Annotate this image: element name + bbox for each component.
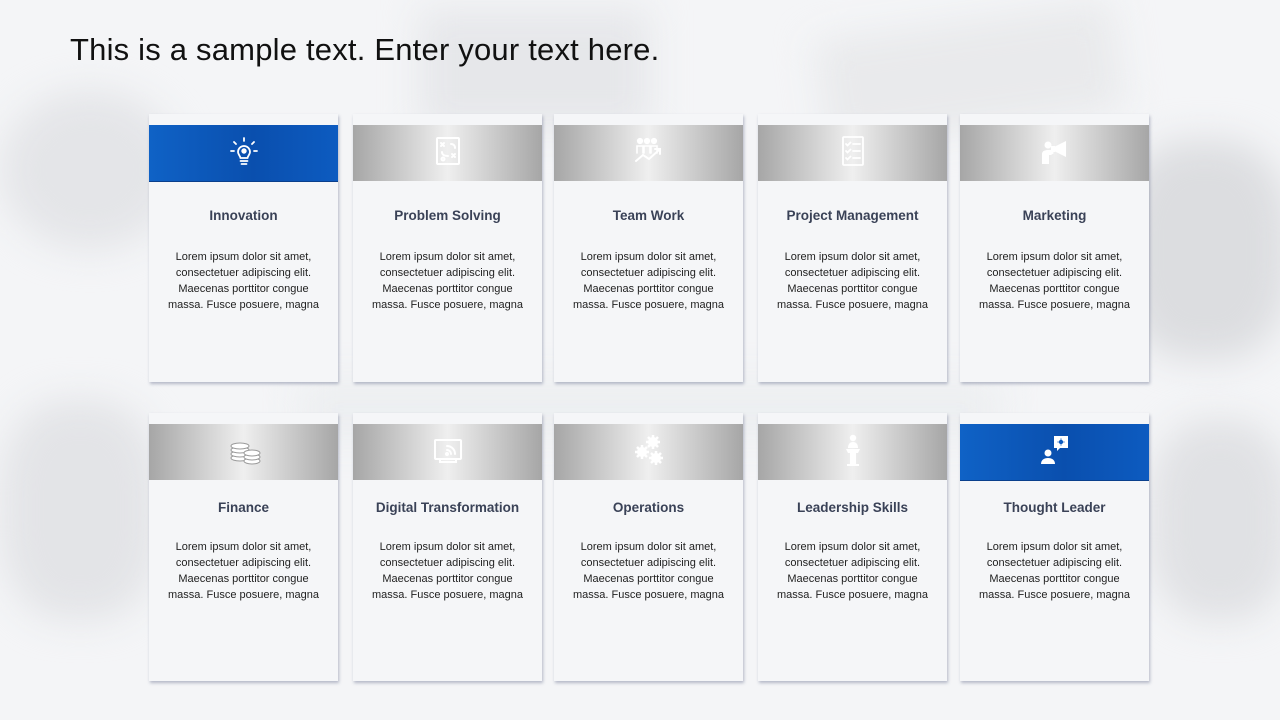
card-header bbox=[149, 424, 338, 480]
card-body-text: Lorem ipsum dolor sit amet, consectetuer adipiscing elit. Maecenas porttitor congue massa. Fusce posuere, magna bbox=[371, 251, 524, 311]
card-leadership-skills bbox=[758, 413, 947, 681]
card-body-text: Lorem ipsum dolor sit amet, consectetuer adipiscing elit. Maecenas porttitor congue massa. Fusce posuere, magna bbox=[776, 541, 929, 601]
team-growth-icon bbox=[631, 133, 667, 174]
card-title: Problem Solving bbox=[394, 208, 501, 223]
card-operations bbox=[554, 413, 743, 681]
podium-speaker-icon bbox=[835, 432, 871, 473]
megaphone-person-icon bbox=[1037, 133, 1073, 174]
card-header bbox=[758, 424, 947, 480]
card-title: Digital Transformation bbox=[375, 500, 520, 515]
card-header bbox=[554, 125, 743, 181]
card-header bbox=[353, 125, 542, 181]
card-body-text: Lorem ipsum dolor sit amet, consectetuer adipiscing elit. Maecenas porttitor congue massa. Fusce posuere, magna bbox=[572, 541, 725, 601]
digital-screen-icon bbox=[430, 432, 466, 473]
card-thought-leader bbox=[960, 413, 1149, 681]
card-title: Marketing bbox=[1022, 208, 1087, 223]
thinking-person-icon bbox=[1037, 432, 1073, 473]
card-project-management bbox=[758, 114, 947, 382]
card-body-text: Lorem ipsum dolor sit amet, consectetuer adipiscing elit. Maecenas porttitor congue massa. Fusce posuere, magna bbox=[371, 541, 524, 601]
coins-icon bbox=[226, 432, 262, 473]
card-title: Finance bbox=[217, 500, 269, 515]
card-finance bbox=[149, 413, 338, 681]
card-body-text: Lorem ipsum dolor sit amet, consectetuer adipiscing elit. Maecenas porttitor congue massa. Fusce posuere, magna bbox=[167, 251, 320, 311]
card-header bbox=[149, 125, 338, 182]
card-body-text: Lorem ipsum dolor sit amet, consectetuer adipiscing elit. Maecenas porttitor congue massa. Fusce posuere, magna bbox=[167, 541, 320, 601]
card-title: Leadership Skills bbox=[796, 500, 909, 515]
card-title: Operations bbox=[612, 500, 685, 515]
card-title: Team Work bbox=[612, 208, 685, 223]
card-body-text: Lorem ipsum dolor sit amet, consectetuer adipiscing elit. Maecenas porttitor congue massa. Fusce posuere, magna bbox=[978, 251, 1131, 311]
card-header bbox=[758, 125, 947, 181]
slide-title: This is a sample text. Enter your text here. bbox=[70, 32, 660, 67]
card-digital-transformation bbox=[353, 413, 542, 681]
card-problem-solving bbox=[353, 114, 542, 382]
card-title: Project Management bbox=[786, 208, 919, 223]
card-team-work bbox=[554, 114, 743, 382]
checklist-icon bbox=[835, 133, 871, 174]
card-title: Innovation bbox=[209, 208, 278, 223]
card-header bbox=[960, 424, 1149, 481]
card-title: Thought Leader bbox=[1003, 500, 1106, 515]
strategy-board-icon bbox=[430, 133, 466, 174]
card-header bbox=[353, 424, 542, 480]
card-body-text: Lorem ipsum dolor sit amet, consectetuer adipiscing elit. Maecenas porttitor congue massa. Fusce posuere, magna bbox=[776, 251, 929, 311]
card-body-text: Lorem ipsum dolor sit amet, consectetuer adipiscing elit. Maecenas porttitor congue massa. Fusce posuere, magna bbox=[978, 541, 1131, 601]
card-body-text: Lorem ipsum dolor sit amet, consectetuer adipiscing elit. Maecenas porttitor congue massa. Fusce posuere, magna bbox=[572, 251, 725, 311]
card-marketing bbox=[960, 114, 1149, 382]
card-header bbox=[554, 424, 743, 480]
gears-icon bbox=[631, 432, 667, 473]
card-header bbox=[960, 125, 1149, 181]
lightbulb-gear-icon bbox=[226, 133, 262, 174]
card-innovation bbox=[149, 114, 338, 382]
